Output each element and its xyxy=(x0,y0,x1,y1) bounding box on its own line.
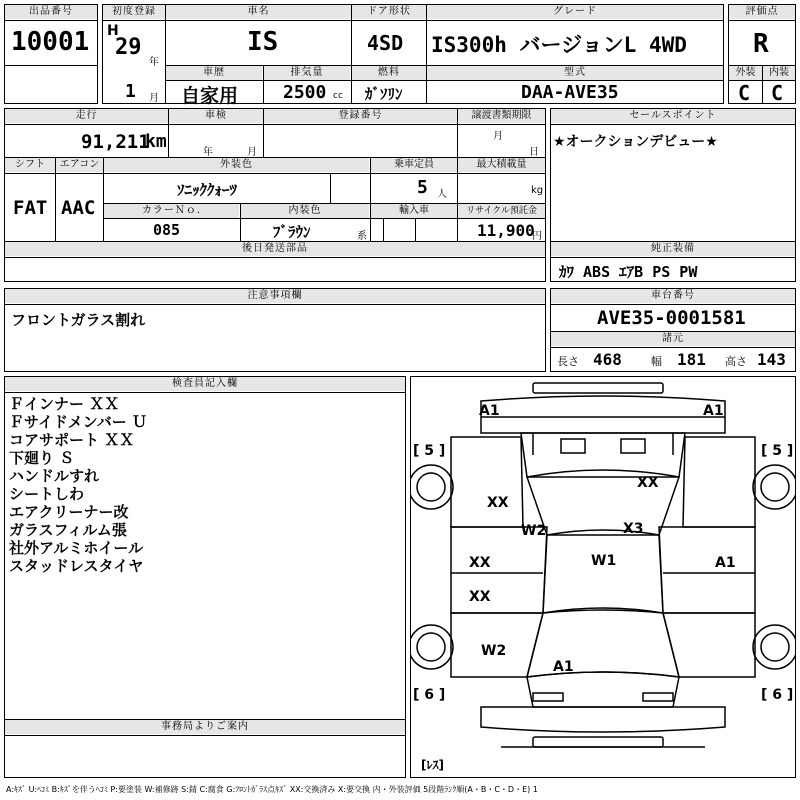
overall-score: R xyxy=(753,29,769,59)
length-label: 長さ xyxy=(557,355,579,368)
recycle-fee: 11,900 xyxy=(477,221,535,240)
inspector-note: シートしわ xyxy=(9,485,85,503)
mark-a1-right: A1 xyxy=(703,403,724,419)
chassis-no: AVE35-0001581 xyxy=(597,307,746,329)
capacity-label: 乗車定員 xyxy=(371,158,457,172)
length-value: 468 xyxy=(593,350,622,369)
chassis-no-label: 車台番号 xyxy=(551,289,795,303)
era-h: H xyxy=(107,23,119,39)
recycle-label: リサイクル預託金 xyxy=(458,204,545,218)
first-reg-label: 初度登録 xyxy=(103,5,165,19)
inspector-note: コアサポート ＸＸ xyxy=(9,431,135,449)
office-notice-label: 事務局よりご案内 xyxy=(5,720,405,734)
caution-box xyxy=(4,288,546,372)
mark-w2-rear-left: W2 xyxy=(481,643,507,659)
person-unit: 人 xyxy=(437,189,447,200)
insp-year-unit: 年 xyxy=(203,147,213,158)
displacement: 2500 xyxy=(283,82,327,103)
inspector-note: スタッドレスタイヤ xyxy=(9,557,144,575)
shift-label: シフト xyxy=(5,158,55,172)
details-box xyxy=(4,108,546,282)
aircon-label: エアコン xyxy=(56,158,103,172)
car-diagram-svg xyxy=(411,377,795,777)
inspector-note: 下廻り Ｓ xyxy=(9,449,75,467)
lot-number-label: 出品番号 xyxy=(5,5,97,19)
width-label: 幅 xyxy=(651,355,662,368)
lot-number-box xyxy=(4,4,98,104)
insp-month-unit: 月 xyxy=(247,147,257,158)
specs-label: 諸元 xyxy=(551,332,795,346)
tire-rear-right: [ 6 ] xyxy=(761,687,794,703)
transfer-day: 日 xyxy=(529,147,539,158)
mark-x3-right: X3 xyxy=(623,521,644,537)
ext-color: ｿﾆｯｸｸｫｰﾂ xyxy=(177,181,238,199)
int-color-label: 内装色 xyxy=(241,204,369,218)
interior-score: C xyxy=(771,81,784,105)
history: 自家用 xyxy=(181,85,239,107)
ext-color-label: 外装色 xyxy=(104,158,369,172)
kg-unit: kg xyxy=(531,185,544,196)
exterior-label: 外装 xyxy=(729,66,762,80)
reg-no-label: 登録番号 xyxy=(264,109,457,123)
sales-point-box xyxy=(550,108,796,282)
cc-unit: cc xyxy=(333,91,343,101)
car-name-label: 車名 xyxy=(166,5,351,19)
max-load-label: 最大積載量 xyxy=(458,158,545,172)
tire-front-left: [ 5 ] xyxy=(413,443,446,459)
inspector-note: Ｆインナー ＸＸ xyxy=(9,395,120,413)
shift: FAT xyxy=(13,197,48,219)
capacity: 5 xyxy=(417,177,428,198)
mark-a1-left: A1 xyxy=(479,403,500,419)
door-label: ドア形状 xyxy=(352,5,426,19)
chassis-box xyxy=(550,288,796,372)
color-no: 085 xyxy=(153,221,181,239)
inspector-note: Ｆサイドメンバー Ｕ xyxy=(9,413,147,431)
height-value: 143 xyxy=(757,350,786,369)
mileage: 91,211 xyxy=(81,131,150,153)
mark-a1-right-door: A1 xyxy=(715,555,736,571)
caution-text: フロントガラス割れ xyxy=(11,311,146,329)
genuine-equip: ｶﾜ ABS ｴｱB PS PW xyxy=(559,263,698,281)
inspector-note: ガラスフィルム張 xyxy=(9,521,127,539)
mark-w2-left: W2 xyxy=(521,523,547,539)
sales-point-label: セールスポイント xyxy=(551,109,795,123)
width-value: 181 xyxy=(677,350,706,369)
inspector-note: ハンドルすれ xyxy=(9,467,100,485)
aircon: AAC xyxy=(61,197,96,219)
inspection-label: 車検 xyxy=(169,109,263,123)
kei-unit: 系 xyxy=(357,231,367,242)
reg-month: 1 xyxy=(125,81,136,102)
score-label: 評価点 xyxy=(729,5,795,19)
model-code: DAA-AVE35 xyxy=(521,82,619,103)
model-code-label: 型式 xyxy=(427,66,723,80)
mark-xx-left-door1: XX xyxy=(469,555,491,571)
color-no-label: カラーＮｏ. xyxy=(104,204,239,218)
exterior-score: C xyxy=(738,81,751,105)
year-unit: 年 xyxy=(149,57,159,68)
mileage-label: 走行 xyxy=(5,109,168,123)
mark-xx-left-door2: XX xyxy=(469,589,491,605)
tire-rear-left: [ 6 ] xyxy=(413,687,446,703)
height-label: 高さ xyxy=(725,355,747,368)
inspector-label: 検査員記入欄 xyxy=(5,377,405,391)
mark-w1-roof: W1 xyxy=(591,553,617,569)
yen-unit: 円 xyxy=(532,231,542,242)
vehicle-header-box xyxy=(102,4,724,107)
inspector-notes xyxy=(9,395,147,575)
month-unit: 月 xyxy=(149,93,159,104)
interior-label: 内装 xyxy=(763,66,795,80)
legend: A:ｷｽﾞ U:ﾍｺﾐ B:ｷｽﾞを伴うﾍｺﾐ P:要塗装 W:補修跡 S:錆 C:腐食 G:ﾌﾛﾝﾄｶﾞﾗｽ点ｷｽﾞ XX:交換済み X:要交換 内・外装評価 5段階ﾗﾝｸ順(A・B・C・D・E) 1 xyxy=(6,785,538,794)
fuel-label: 燃料 xyxy=(352,66,426,80)
history-label: 車歴 xyxy=(166,66,262,80)
transfer-month-unit: 月 xyxy=(493,131,503,142)
grade: IS300h バージョンL 4WD xyxy=(431,33,687,57)
reg-year: 29 xyxy=(115,35,142,60)
mark-xx-hood: XX xyxy=(637,475,659,491)
lot-number: 10001 xyxy=(11,27,90,57)
grade-label: グレード xyxy=(427,5,723,19)
tire-front-right: [ 5 ] xyxy=(761,443,794,459)
mark-a1-trunk: A1 xyxy=(553,659,574,675)
door-type: 4SD xyxy=(367,31,404,55)
km-unit: km xyxy=(145,131,167,152)
displacement-label: 排気量 xyxy=(264,66,350,80)
fuel: ｶﾞｿﾘﾝ xyxy=(365,85,403,103)
car-name: IS xyxy=(247,27,279,57)
caution-label: 注意事項欄 xyxy=(5,289,545,303)
inspector-note: エアクリーナー改 xyxy=(9,503,129,521)
import-label: 輸入車 xyxy=(371,204,457,218)
inspector-note: 社外アルミホイール xyxy=(9,539,144,557)
score-box xyxy=(728,4,796,104)
mark-less: [ﾚｽ] xyxy=(421,758,444,772)
sales-point: ★オークションデビュー★ xyxy=(553,134,718,150)
damage-diagram xyxy=(410,376,796,778)
genuine-equip-label: 純正装備 xyxy=(551,242,795,256)
int-color: ﾌﾞﾗｳﾝ xyxy=(273,223,311,241)
later-parts-label: 後日発送部品 xyxy=(5,242,545,256)
transfer-deadline-label: 譲渡書類期限 xyxy=(458,109,545,123)
inspector-box xyxy=(4,376,406,778)
mark-xx-left-front: XX xyxy=(487,495,509,511)
